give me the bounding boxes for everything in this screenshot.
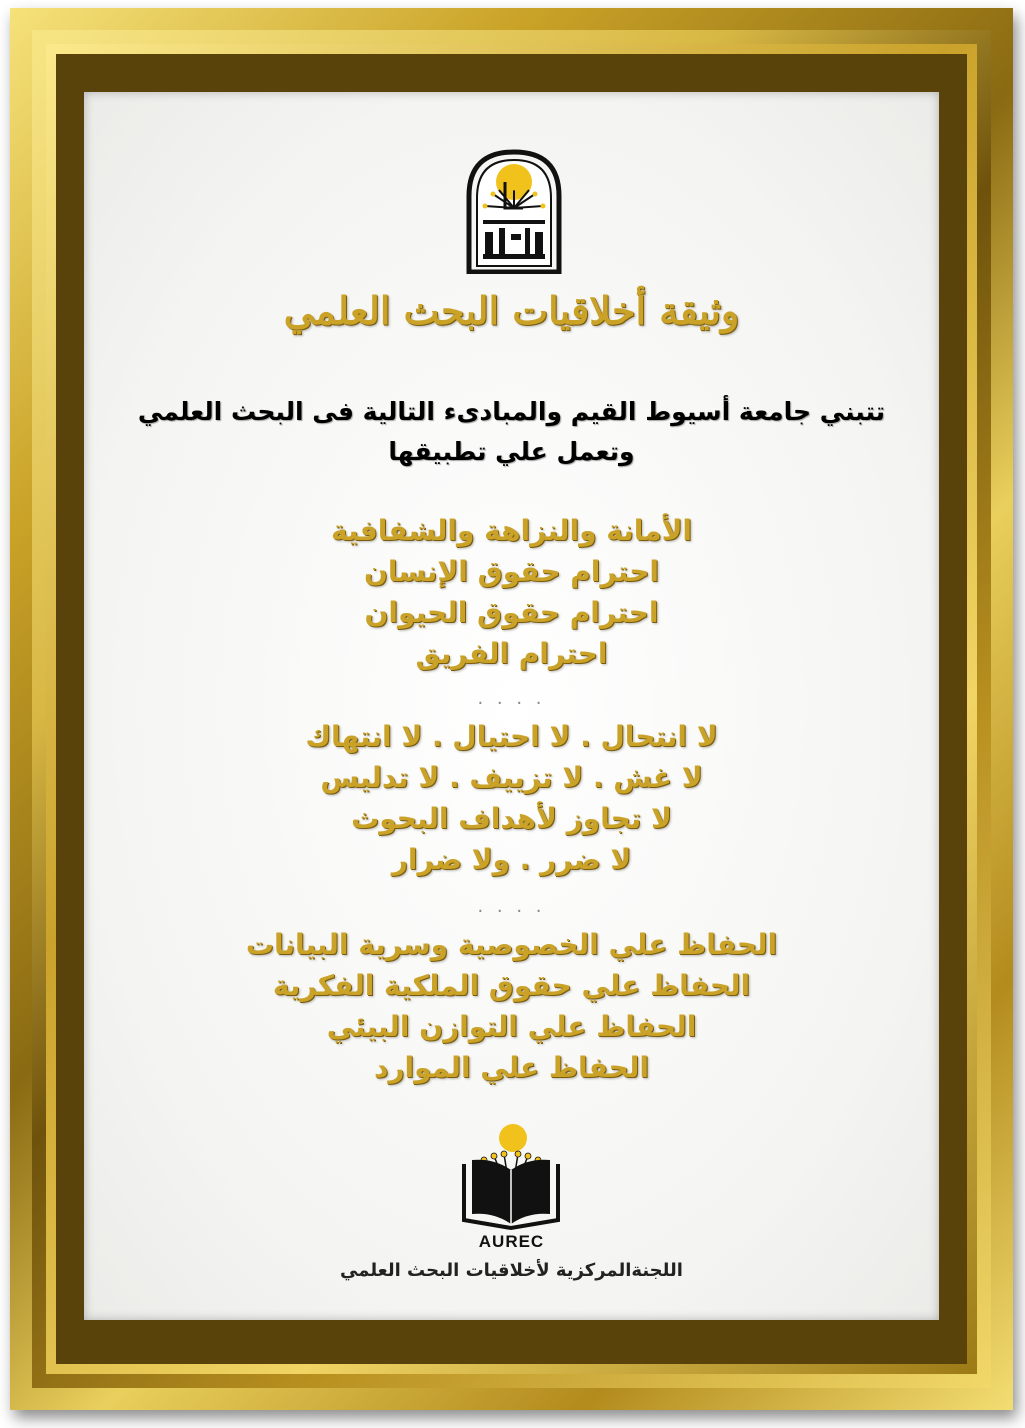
value-item: احترام حقوق الحيوان xyxy=(364,596,659,629)
preservation-item: الحفاظ علي حقوق الملكية الفكرية xyxy=(272,969,751,1002)
committee-name: اللجنةالمركزية لأخلاقيات البحث العلمي xyxy=(340,1260,683,1281)
intro-line-1: تتبني جامعة أسيوط القيم والمبادىء التالية فى البحث العلمي xyxy=(137,397,886,426)
prohibition-item: لا تجاوز لأهداف البحوث xyxy=(351,802,672,835)
section-separator: . . . . xyxy=(477,688,546,709)
preservation-list xyxy=(84,924,939,1088)
preservation-item: الحفاظ علي الموارد xyxy=(374,1051,649,1084)
preservation-item: الحفاظ علي التوازن البيئي xyxy=(326,1010,697,1043)
prohibition-item: لا غش . لا تزييف . لا تدليس xyxy=(320,761,703,794)
value-item: احترام حقوق الإنسان xyxy=(363,555,660,588)
intro-line-2: وتعمل علي تطبيقها xyxy=(388,437,635,466)
value-item: الأمانة والنزاهة والشفافية xyxy=(330,514,693,547)
certificate-paper xyxy=(84,92,939,1320)
assiut-university-logo-icon xyxy=(463,148,565,274)
section-separator: . . . . xyxy=(477,896,546,917)
value-item: احترام الفريق xyxy=(415,637,608,670)
prohibitions-list xyxy=(84,716,939,880)
aurec-label: AUREC xyxy=(478,1232,545,1251)
intro-statement xyxy=(84,392,939,472)
document-title: وثيقة أخلاقيات البحث العلمي xyxy=(283,288,740,333)
preservation-item: الحفاظ علي الخصوصية وسرية البيانات xyxy=(245,928,778,961)
prohibition-item: لا ضرر . ولا ضرار xyxy=(391,843,632,876)
values-list xyxy=(84,510,939,674)
prohibition-item: لا انتحال . لا احتيال . لا انتهاك xyxy=(305,720,718,753)
